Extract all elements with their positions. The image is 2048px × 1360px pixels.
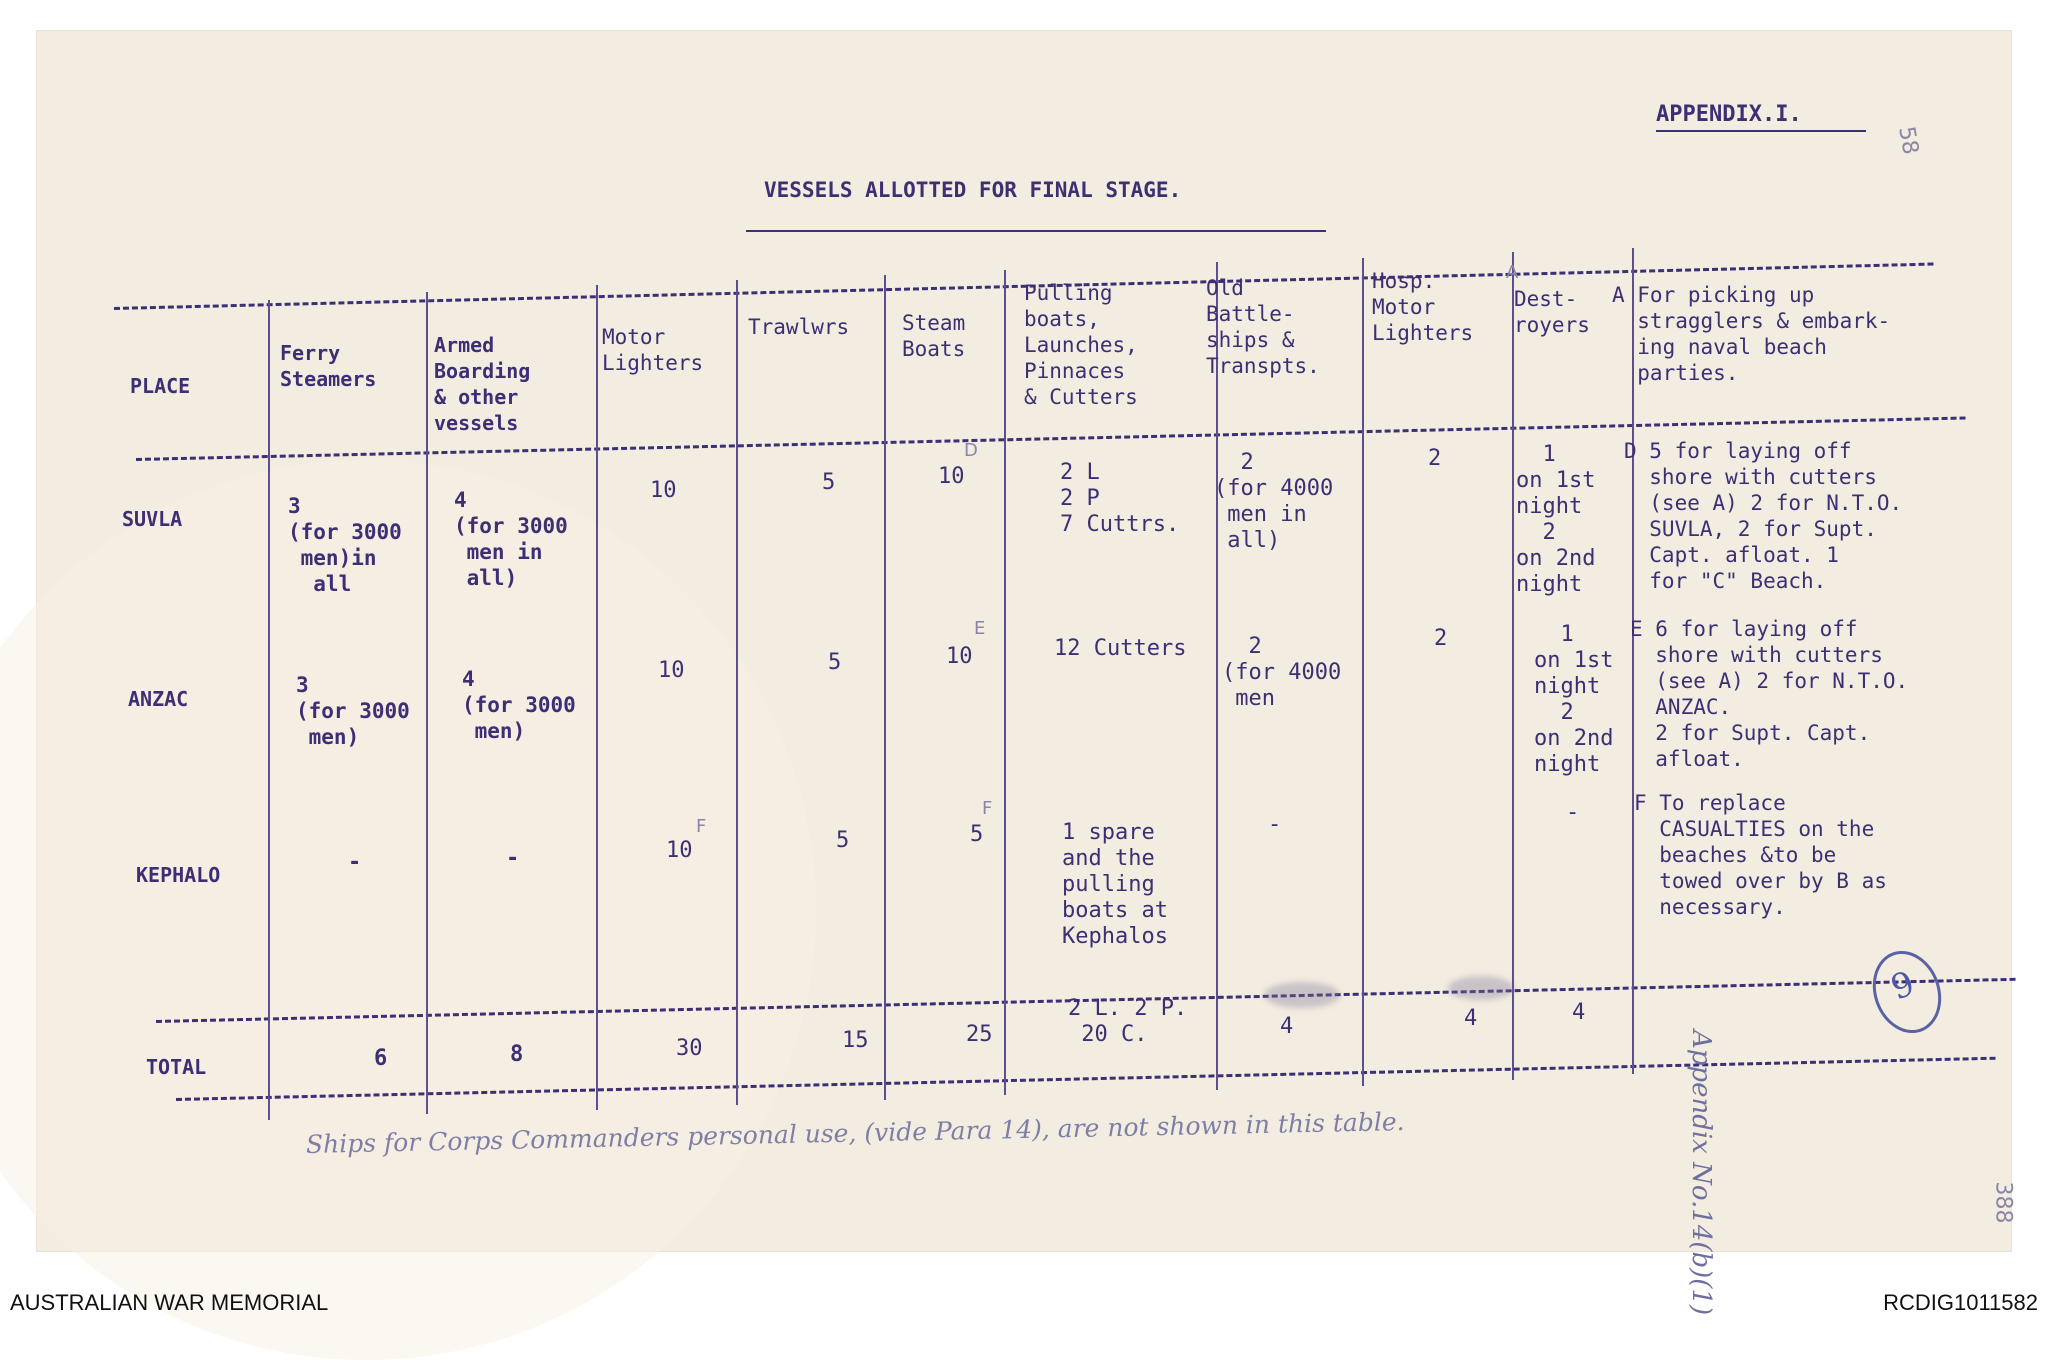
anzac-note: E 6 for laying off shore with cutters (see A) 2 for N.T.O. ANZAC. 2 for Supt. Capt. afloat.: [1630, 617, 1909, 771]
ink-smudge-2: [1448, 976, 1514, 1000]
suvla-motor: 10: [650, 478, 677, 503]
anzac-hosp: 2: [1434, 626, 1448, 651]
col-rule-9: [1512, 252, 1514, 1080]
col-rule-4: [736, 280, 738, 1105]
row-place-kephalo: KEPHALO: [136, 863, 221, 887]
header-hosp: Hosp. Motor Lighters: [1372, 269, 1474, 345]
kephalo-destroyers: -: [1566, 800, 1580, 825]
kephalo-trawlers: 5: [836, 828, 850, 853]
page-number: 388: [1990, 1181, 2016, 1224]
pencil-page-mark: 58: [1893, 124, 1923, 157]
col-rule-5: [884, 275, 886, 1100]
total-trawlers: 15: [842, 1028, 869, 1053]
header-armed: Armed Boarding & other vessels: [434, 333, 531, 435]
ink-smudge-1: [1264, 982, 1340, 1008]
col-rule-7: [1216, 262, 1218, 1090]
document-title: VESSELS ALLOTTED FOR FINAL STAGE.: [764, 178, 1182, 202]
anzac-motor: 10: [658, 658, 685, 683]
col-rule-1: [268, 300, 270, 1120]
total-hosp: 4: [1464, 1006, 1478, 1031]
suvla-pulling: 2 L 2 P 7 Cuttrs.: [1060, 460, 1180, 537]
kephalo-battleships: -: [1268, 812, 1282, 837]
kephalo-armed: -: [506, 846, 520, 871]
suvla-armed: 4 (for 3000 men in all): [454, 488, 568, 590]
margin-appendix-note: Appendix No.14(b)(1): [1686, 1030, 1716, 1316]
header-pulling: Pulling boats, Launches, Pinnaces & Cutters: [1024, 281, 1138, 409]
suvla-destroyers: 1 on 1st night 2 on 2nd night: [1516, 442, 1596, 597]
suvla-hosp: 2: [1428, 446, 1442, 471]
anzac-battleships: 2 (for 4000 men: [1222, 634, 1342, 711]
header-motor: Motor Lighters: [602, 325, 704, 375]
title-underline: [746, 230, 1326, 232]
footer-record-id: RCDIG1011582: [1883, 1290, 2038, 1315]
total-pulling: 2 L. 2 P. 20 C.: [1068, 996, 1188, 1047]
paper-fold-shadow: [0, 460, 816, 1360]
suvla-steam-mark: D: [964, 440, 978, 461]
anzac-ferry: 3 (for 3000 men): [296, 673, 410, 749]
total-motor: 30: [676, 1036, 703, 1061]
anzac-trawlers: 5: [828, 650, 842, 675]
total-ferry: 6: [374, 1046, 388, 1071]
appendix-underline: [1656, 130, 1866, 132]
header-destroyers: Dest- royers: [1514, 287, 1590, 337]
col-rule-8: [1362, 258, 1364, 1086]
header-steam: Steam Boats: [902, 311, 966, 361]
total-steam: 25: [966, 1022, 993, 1047]
footer-archive-name: AUSTRALIAN WAR MEMORIAL: [10, 1290, 329, 1315]
kephalo-motor-mark: F: [696, 816, 707, 837]
kephalo-motor: 10: [666, 838, 693, 863]
header-trawlers: Trawlwrs: [748, 315, 850, 339]
suvla-note: D 5 for laying off shore with cutters (see A) 2 for N.T.O. SUVLA, 2 for Supt. Capt. afloat. 1 for "C" Beach.: [1624, 439, 1903, 593]
anzac-destroyers: 1 on 1st night 2 on 2nd night: [1534, 622, 1614, 777]
kephalo-pulling: 1 spare and the pulling boats at Kephalos: [1062, 820, 1168, 949]
suvla-steam: 10: [938, 464, 965, 489]
anzac-steam-mark: E: [974, 618, 986, 639]
header-ferry: Ferry Steamers: [280, 341, 377, 391]
total-destroyers: 4: [1572, 1000, 1586, 1025]
suvla-trawlers: 5: [822, 470, 836, 495]
header-notes: A For picking up stragglers & embark- ing naval beach parties.: [1612, 283, 1891, 385]
header-place: PLACE: [130, 374, 191, 398]
total-label: TOTAL: [146, 1055, 207, 1079]
col-rule-2: [426, 292, 428, 1114]
handwritten-footnote: Ships for Corps Commanders personal use, (vide Para 14), are not shown in this table.: [305, 1106, 1405, 1159]
kephalo-ferry: -: [348, 850, 362, 875]
anzac-armed: 4 (for 3000 men): [462, 667, 576, 743]
row-place-anzac: ANZAC: [128, 687, 189, 711]
pencil-destroyers-mark: A: [1506, 262, 1519, 283]
header-battleships: Old Battle- ships & Transpts.: [1206, 276, 1320, 378]
kephalo-steam: 5: [970, 822, 984, 847]
row-place-suvla: SUVLA: [122, 507, 183, 531]
suvla-ferry: 3 (for 3000 men)in all: [288, 494, 402, 596]
appendix-label: APPENDIX.I.: [1656, 102, 1802, 127]
total-battleships: 4: [1280, 1014, 1294, 1039]
kephalo-note: F To replace CASUALTIES on the beaches &to be towed over by B as necessary.: [1634, 791, 1887, 919]
circled-number: 9: [1885, 963, 1920, 1009]
anzac-steam: 10: [946, 644, 973, 669]
col-rule-3: [596, 285, 598, 1110]
total-armed: 8: [510, 1042, 524, 1067]
col-rule-6: [1004, 270, 1006, 1095]
suvla-battleships: 2 (for 4000 men in all): [1214, 450, 1334, 553]
anzac-pulling: 12 Cutters: [1054, 636, 1187, 661]
kephalo-steam-mark: F: [982, 798, 993, 819]
